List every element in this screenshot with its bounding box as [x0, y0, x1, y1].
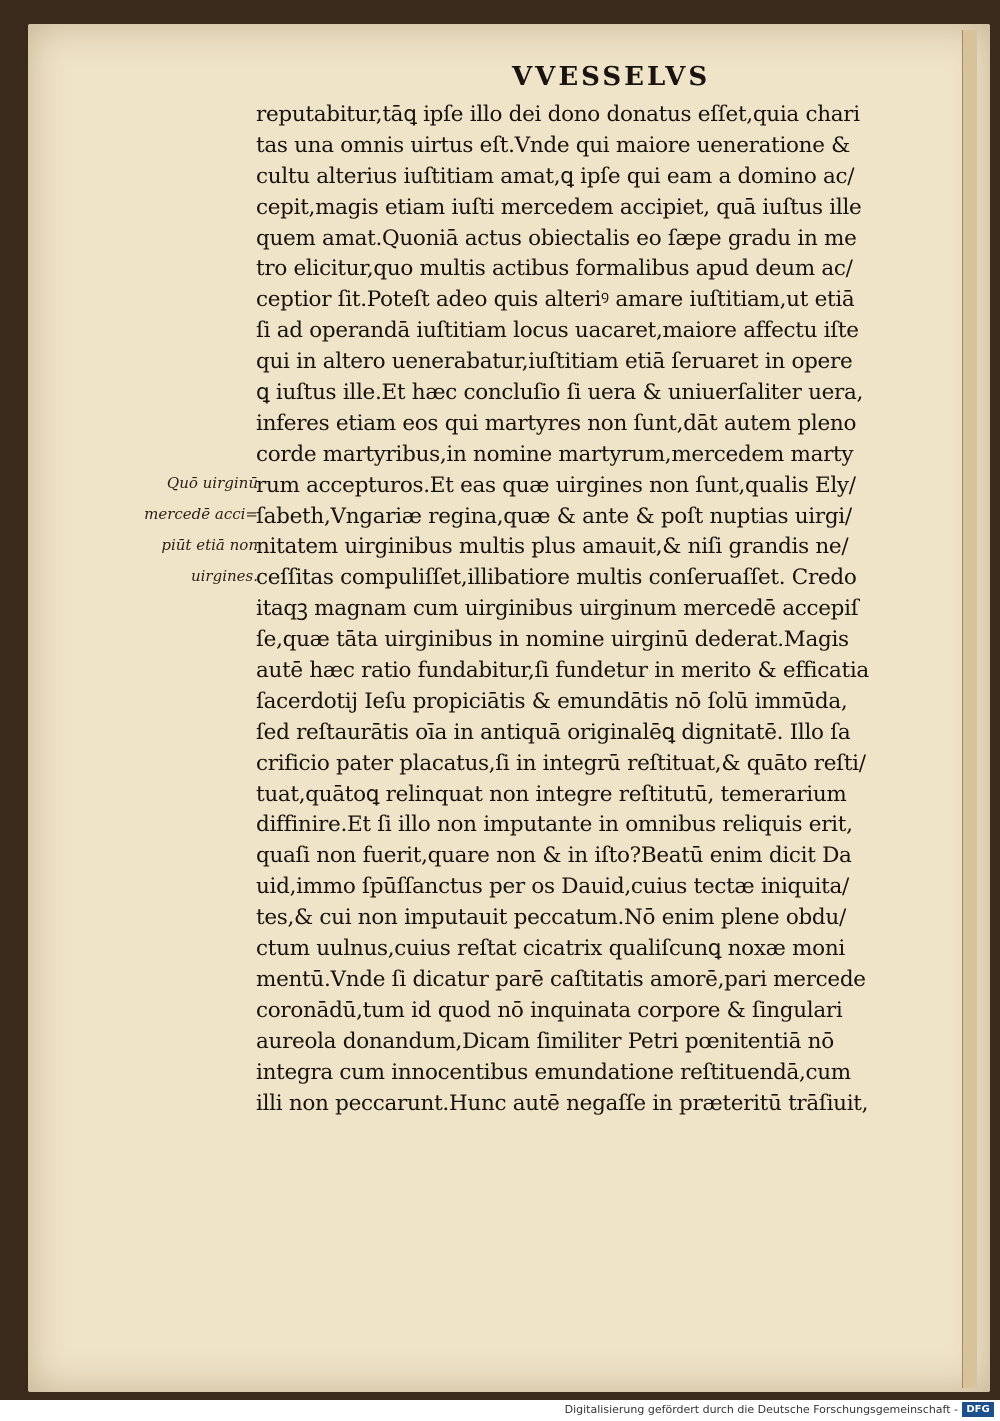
text-line: tuat,quātoꝗ relinquat non integre reſtitutū, temerarium	[256, 781, 847, 807]
text-line: coronādū,tum id quod nō inquinata corpore & ſingulari	[256, 997, 843, 1023]
text-line: qui in altero uenerabatur,iuſtitiam etiā ſeruaret in opere	[256, 349, 853, 375]
marginal-note	[118, 468, 258, 592]
text-line: ceptior ſit.Poteſt adeo quis alteriꝰ amare iuſtitiam,ut etiā	[256, 287, 855, 313]
text-line: ꝗ iuſtus ille.Et hæc concluſio ſi uera & uniuerſaliter uera,	[256, 380, 864, 406]
text-line: ſacerdotij Ieſu propiciātis & emundātis nō ſolū immūda,	[256, 688, 848, 714]
text-line: ſi ad operandā iuſtitiam locus uacaret,maiore affectu iſte	[256, 318, 859, 344]
text-line: tas una omnis uirtus eſt.Vnde qui maiore ueneratione &	[256, 132, 851, 158]
text-line: ſed reſtaurātis oīa in antiquā originalēꝗ dignitatē. Illo ſa	[256, 719, 851, 745]
text-line: ctum uulnus,cuius reſtat cicatrix qualiſcunꝗ noxæ moni	[256, 936, 845, 962]
text-line: ceſſitas compuliſſet,illibatiore multis conſeruaſſet. Credo	[256, 565, 857, 591]
text-line: diffinire.Et ſi illo non imputante in omnibus reliquis erit,	[256, 812, 853, 838]
dfg-logo[interactable]: DFG	[962, 1402, 994, 1417]
text-line: integra cum innocentibus emundatione reſtituendā,cum	[256, 1059, 851, 1085]
body-text	[256, 100, 938, 1119]
text-line: reputabitur,tāꝗ ipſe illo dei dono donatus eſſet,quia chari	[256, 102, 860, 127]
text-line: cultu alterius iuſtitiam amat,ꝗ ipſe qui eam a domino ac/	[256, 163, 855, 189]
text-line: illi non peccarunt.Hunc autē negaſſe in præteritū trāſiuit,	[256, 1090, 869, 1116]
text-line: cepit,magis etiam iuſti mercedem accipiet, quā iuſtus ille	[256, 194, 862, 220]
text-line: inferes etiam eos qui martyres non ſunt,dāt autem pleno	[256, 410, 857, 436]
text-line: crificio pater placatus,ſi in integrū reſtituat,& quāto reſti/	[256, 750, 866, 776]
text-line: mentū.Vnde ſi dicatur parē caſtitatis amorē,pari mercede	[256, 966, 866, 992]
text-line: rum accepturos.Et eas quæ uirgines non ſunt,qualis Ely/	[256, 472, 856, 498]
marginal-note-line: mercedē acci=	[144, 505, 258, 523]
marginal-note-line: piūt etiā non	[161, 536, 258, 554]
page-edge	[962, 30, 977, 1388]
text-line: nitatem uirginibus multis plus amauit,& niſi grandis ne/	[256, 534, 849, 560]
footer	[0, 1400, 1000, 1421]
text-line: corde martyribus,in nomine martyrum,mercedem marty	[256, 441, 854, 467]
text-line: quaſi non fuerit,quare non & in iſto?Beatū enim dicit Da	[256, 843, 852, 869]
text-line: itaqꝫ magnam cum uirginibus uirginum mercedē accepiſ	[256, 596, 859, 622]
marginal-note-line: uirgines.	[190, 567, 258, 585]
text-line: autē hæc ratio fundabitur,ſi fundetur in merito & efficatia	[256, 658, 869, 684]
text-line: tes,& cui non imputauit peccatum.Nō enim plene obdu/	[256, 905, 846, 931]
text-line: quem amat.Quoniā actus obiectalis eo ſæpe gradu in me	[256, 225, 857, 251]
footer-credit: Digitalisierung gefördert durch die Deutsche Forschungsgemeinschaft -	[564, 1403, 958, 1416]
text-line: aureola donandum,Dicam ſimiliter Petri pœnitentiā nō	[256, 1028, 834, 1054]
text-line: tro elicitur,quo multis actibus formalibus apud deum ac/	[256, 256, 853, 282]
text-line: ſabeth,Vngariæ regina,quæ & ante & poſt nuptias uirgi/	[256, 503, 852, 529]
text-line: ſe,quæ tāta uirginibus in nomine uirginū dederat.Magis	[256, 627, 849, 653]
text-line: uid,immo ſpūſſanctus per os Dauid,cuius tectæ iniquita/	[256, 874, 849, 900]
running-head: VVESSELVS	[512, 62, 711, 92]
marginal-note-line: Quō uirginū	[166, 474, 258, 492]
